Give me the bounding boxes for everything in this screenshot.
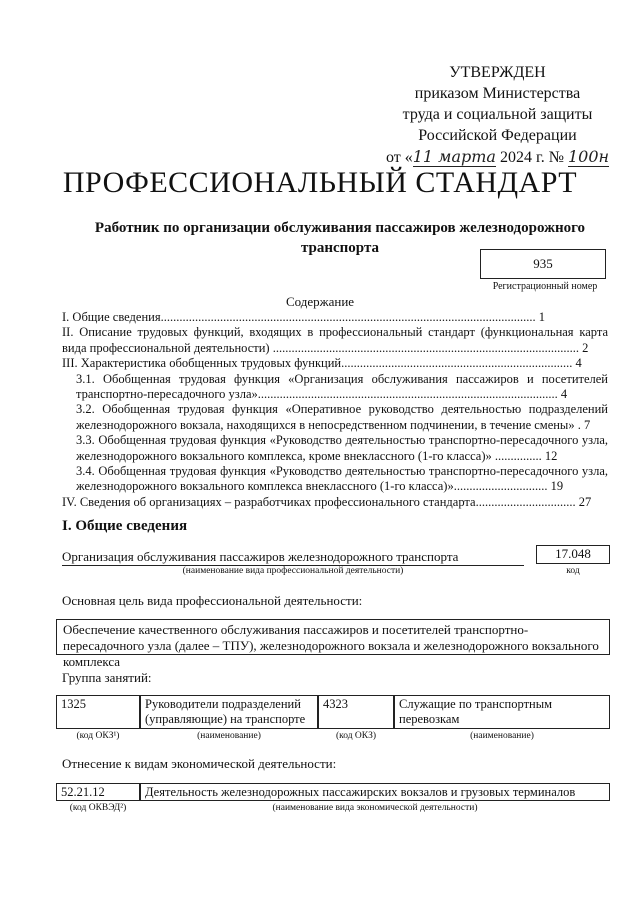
approval-line-3: Российской Федерации xyxy=(418,127,577,144)
toc-entry[interactable]: 3.4. Обобщенная трудовая функция «Руководство деятельностью транспортно-пересадочного узла, железнодорожного вокзального комплекса внеклассного (1-го класса)».............................. 19 xyxy=(76,464,608,494)
toc-entry[interactable]: 3.3. Обобщенная трудовая функция «Руководство деятельностью транспортно-пересадочного узла, железнодорожного вокзального комплекса, кроме внеклассного (1-го класса)» ............... 12 xyxy=(76,433,608,463)
toc-entry[interactable]: II. Описание трудовых функций, входящих в профессиональный стандарт (функциональная карта вида профессиональной деятельности) .................................................................................................. 2 xyxy=(62,325,608,355)
group-label: Группа занятий: xyxy=(62,670,152,685)
toc-entry[interactable]: I. Общие сведения........................................................................................................................ 1 xyxy=(62,310,545,324)
okz-code-cell: 1325 xyxy=(56,695,140,729)
handwritten-date: 11 марта xyxy=(412,147,496,166)
toc-entry[interactable]: III. Характеристика обобщенных трудовых функций.......................................................................... 4 xyxy=(62,356,582,371)
okz-name-cell: Служащие по транспортным перевозкам xyxy=(394,695,610,729)
approval-order-line xyxy=(370,146,625,168)
registration-number-label: Регистрационный номер xyxy=(492,281,598,292)
activity-name-caption: (наименование вида профессиональной деятельности) xyxy=(182,566,404,576)
document-subtitle: Работник по организации обслуживания пассажиров железнодорожного транспорта xyxy=(94,220,586,256)
contents-heading: Содержание xyxy=(285,294,355,309)
okz-name-caption: (наименование) xyxy=(470,731,534,741)
okved-code-caption: (код ОКВЭД²) xyxy=(69,803,127,813)
handwritten-order-number: 100н xyxy=(567,147,610,166)
okz-name-cell: Руководители подразделений (управляющие) на транспорте xyxy=(140,695,318,729)
okved-name-caption: (наименование вида экономической деятельности) xyxy=(272,803,478,813)
activity-code-caption: код xyxy=(566,566,580,576)
goal-text-box: Обеспечение качественного обслуживания пассажиров и посетителей транспортно-пересадочного узла (далее – ТПУ), железнодорожного вокзала и железнодорожного вокзального комплекса xyxy=(56,619,610,655)
registration-number-box: 935 xyxy=(480,249,606,279)
order-year: 2024 г. № xyxy=(499,149,564,166)
okved-name-cell: Деятельность железнодорожных пассажирских вокзалов и грузовых терминалов xyxy=(140,783,610,801)
goal-label: Основная цель вида профессиональной деятельности: xyxy=(62,593,363,608)
okz-name-caption: (наименование) xyxy=(197,731,261,741)
okz-code-cell: 4323 xyxy=(318,695,394,729)
document-title: ПРОФЕССИОНАЛЬНЫЙ СТАНДАРТ xyxy=(62,166,578,199)
table-of-contents xyxy=(62,310,608,510)
activity-code-box: 17.048 xyxy=(536,545,610,564)
section-heading: I. Общие сведения xyxy=(62,518,188,534)
toc-entry[interactable]: 3.2. Обобщенная трудовая функция «Оперативное руководство деятельностью подразделений железнодорожного вокзала, находящихся в непосредственном подчинении, в течение смены» . 7 xyxy=(76,402,608,432)
approval-heading: УТВЕРЖДЕН xyxy=(449,64,546,81)
approval-block xyxy=(370,62,625,168)
date-prefix: от « xyxy=(385,149,413,166)
econ-activity-label: Отнесение к видам экономической деятельности: xyxy=(62,756,337,771)
toc-entry[interactable]: IV. Сведения об организациях – разработчиках профессионального стандарта................................ 27 xyxy=(62,494,592,509)
approval-line-1: приказом Министерства xyxy=(414,85,581,102)
okved-code-cell: 52.21.12 xyxy=(56,783,140,801)
okz-code-caption: (код ОКЗ) xyxy=(335,731,377,741)
okz-code-caption: (код ОКЗ¹) xyxy=(76,731,120,741)
approval-line-2: труда и социальной защиты xyxy=(402,106,593,123)
activity-name: Организация обслуживания пассажиров железнодорожного транспорта xyxy=(62,549,524,566)
toc-entry[interactable]: 3.1. Обобщенная трудовая функция «Организация обслуживания пассажиров и посетителей транспортно-пересадочного узла»................................................................................................ 4 xyxy=(76,371,608,402)
